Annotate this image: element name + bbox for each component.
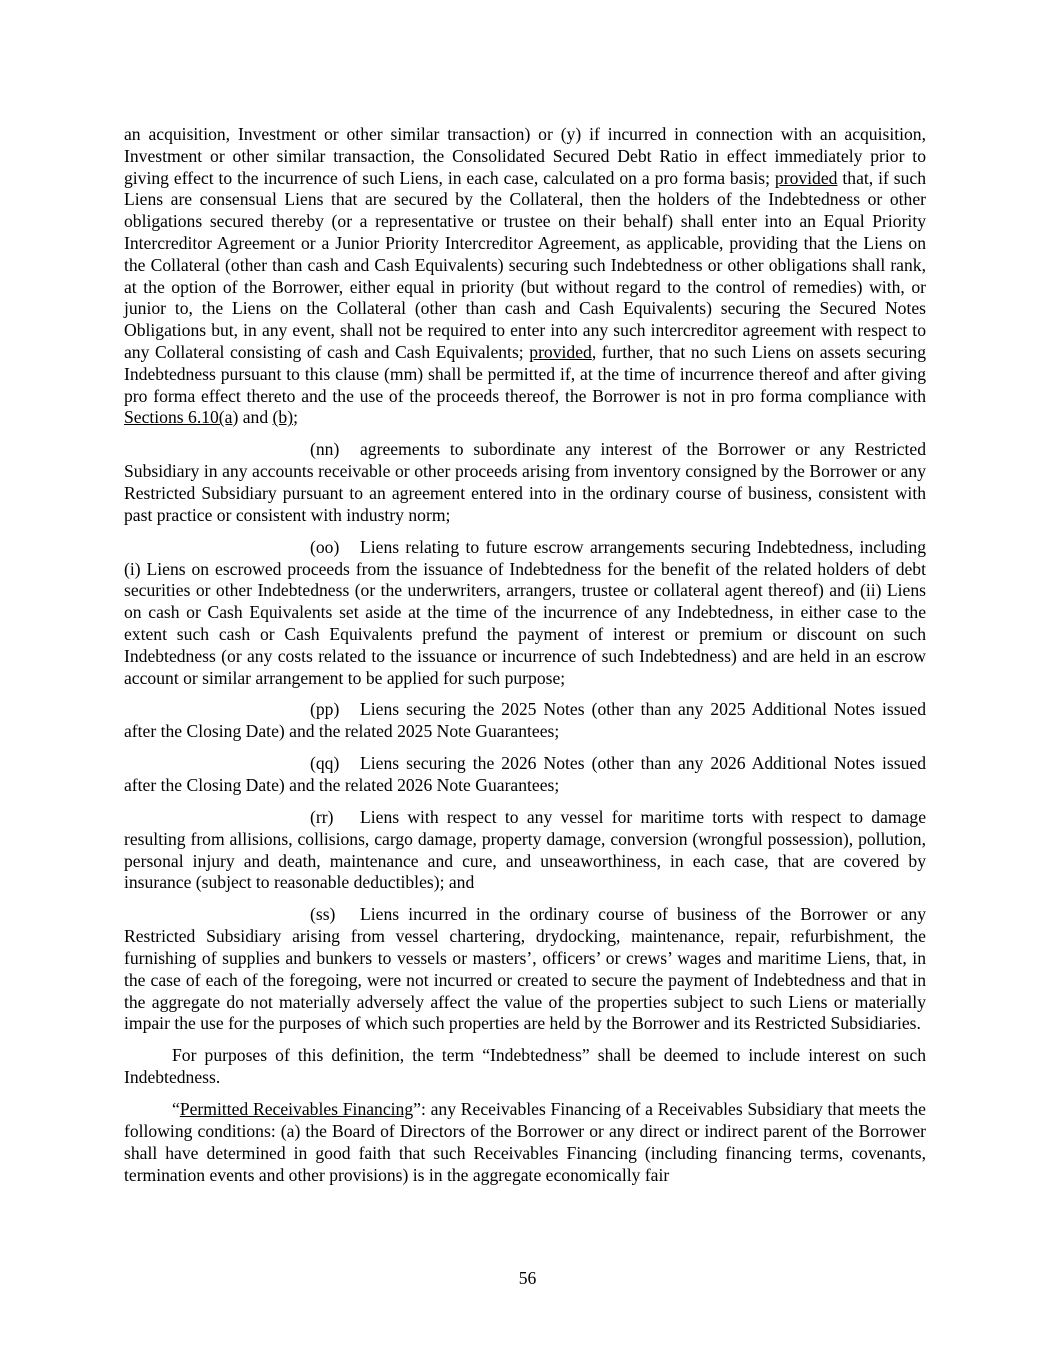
text: ”: any Receivables Financing of a Receivables Subsidiary that meets the following conditions: (a) the Board of Directors of the Borrower or any direct or indirect parent of the Borrower shall have determined in good faith that such Receivables Financing (including financing terms, covenants, termination events and other provisions) is in the aggregate economically fair: [124, 1099, 926, 1185]
text: that, if such Liens are consensual Liens that are secured by the Collateral, then the holders of the Indebtedness or other obligations secured thereby (or a representative or trustee on their behalf) shall enter into an Equal Priority Intercreditor Agreement or a Junior Priority Intercreditor Agreement, as applicable, providing that the Liens on the Collateral (other than cash and Cash Equivalents) securing such Indebtedness or other obligations shall rank, at the option of the Borrower, either equal in priority (but without regard to the control of remedies) with, or junior to, the Liens on the Collateral (other than cash and Cash Equivalents) securing the Secured Notes Obligations but, in any event, shall not be required to enter into any such intercreditor agreement with respect to any Collateral consisting of cash and Cash Equivalents;: [124, 167, 926, 362]
section-reference-a: Sections 6.10(a: [124, 407, 233, 428]
clause-rr: [124, 807, 926, 894]
defined-term: Permitted Receivables Financing: [179, 1099, 414, 1120]
provided-term: provided: [774, 167, 838, 188]
provided-term: provided: [529, 341, 592, 362]
text: “: [172, 1099, 180, 1120]
clause-text: Liens incurred in the ordinary course of business of the Borrower or any Restricted Subsidiary arising from vessel chartering, drydocking, maintenance, repair, refurbishment, the furnishing of supplies and bunkers to vessels or masters’, officers’ or crews’ wages and maritime Liens, that, in the case of each of the foregoing, were not incurred or created to secure the payment of Indebtedness and that in the aggregate do not materially adversely affect the value of the properties subject to such Liens or materially impair the use for the purposes of which such properties are held by the Borrower and its Restricted Subsidiaries.: [124, 904, 926, 1034]
clause-label: (pp): [310, 699, 340, 720]
purposes-paragraph: For purposes of this definition, the term “Indebtedness” shall be deemed to include interest on such Indebtedness.: [124, 1045, 926, 1088]
page-number: 56: [518, 1268, 537, 1288]
clause-text: Liens with respect to any vessel for maritime torts with respect to damage resulting from allisions, collisions, cargo damage, property damage, conversion (wrongful possession), pollution, personal injury and death, maintenance and cure, and unseaworthiness, in each case, that are covered by insurance (subject to reasonable deductibles); and: [124, 807, 926, 893]
text: ;: [293, 407, 298, 428]
text: , further, that no such Liens on assets securing Indebtedness pursuant to this clause (mm) shall be permitted if, at the time of incurrence thereof and after giving pro forma effect thereto and the use of the proceeds thereof, the Borrower is not in pro forma compliance with: [124, 341, 926, 406]
text: ) and: [232, 407, 273, 428]
clause-oo: [124, 537, 926, 690]
clause-label: (qq): [310, 753, 340, 774]
clause-label: (ss): [310, 904, 336, 925]
clause-text: Liens securing the 2025 Notes (other than any 2025 Additional Notes issued after the Closing Date) and the related 2025 Note Guarantees;: [124, 699, 926, 742]
clause-text: Liens securing the 2026 Notes (other than any 2026 Additional Notes issued after the Closing Date) and the related 2026 Note Guarantees;: [124, 753, 926, 796]
clause-label: (rr): [310, 807, 334, 828]
clause-text: Liens relating to future escrow arrangements securing Indebtedness, including (i) Liens on escrowed proceeds from the issuance of Indebtedness for the benefit of the related holders of debt securities or other Indebtedness (or the underwriters, arrangers, trustee or collateral agent thereof) and (ii) Liens on cash or Cash Equivalents set aside at the time of the incurrence of any Indebtedness, in either case to the extent such cash or Cash Equivalents prefund the payment of interest or premium or discount on such Indebtedness (or any costs related to the issuance or incurrence of such Indebtedness) and are held in an escrow account or similar arrangement to be applied for such purpose;: [124, 536, 926, 688]
section-reference-b: (b): [272, 407, 294, 428]
clause-pp: [124, 699, 926, 743]
clause-qq: [124, 753, 926, 797]
clause-label: (oo): [310, 536, 340, 557]
clause-nn: [124, 439, 926, 526]
permitted-receivables-financing-definition: [124, 1099, 926, 1186]
clause-mm-continuation: [124, 124, 926, 429]
clause-label: (nn): [310, 439, 340, 460]
document-body: [124, 124, 926, 1197]
text: an acquisition, Investment or other similar transaction) or (y) if incurred in connection with an acquisition, Investment or other similar transaction, the Consolidated Secured Debt Ratio in effect immediately prior to giving effect to the incurrence of such Liens, in each case, calculated on a pro forma basis;: [124, 124, 926, 188]
clause-ss: [124, 904, 926, 1035]
clause-text: agreements to subordinate any interest of the Borrower or any Restricted Subsidiary in any accounts receivable or other proceeds arising from inventory consigned by the Borrower or any Restricted Subsidiary pursuant to an agreement entered into in the ordinary course of business, consistent with past practice or consistent with industry norm;: [124, 439, 926, 525]
